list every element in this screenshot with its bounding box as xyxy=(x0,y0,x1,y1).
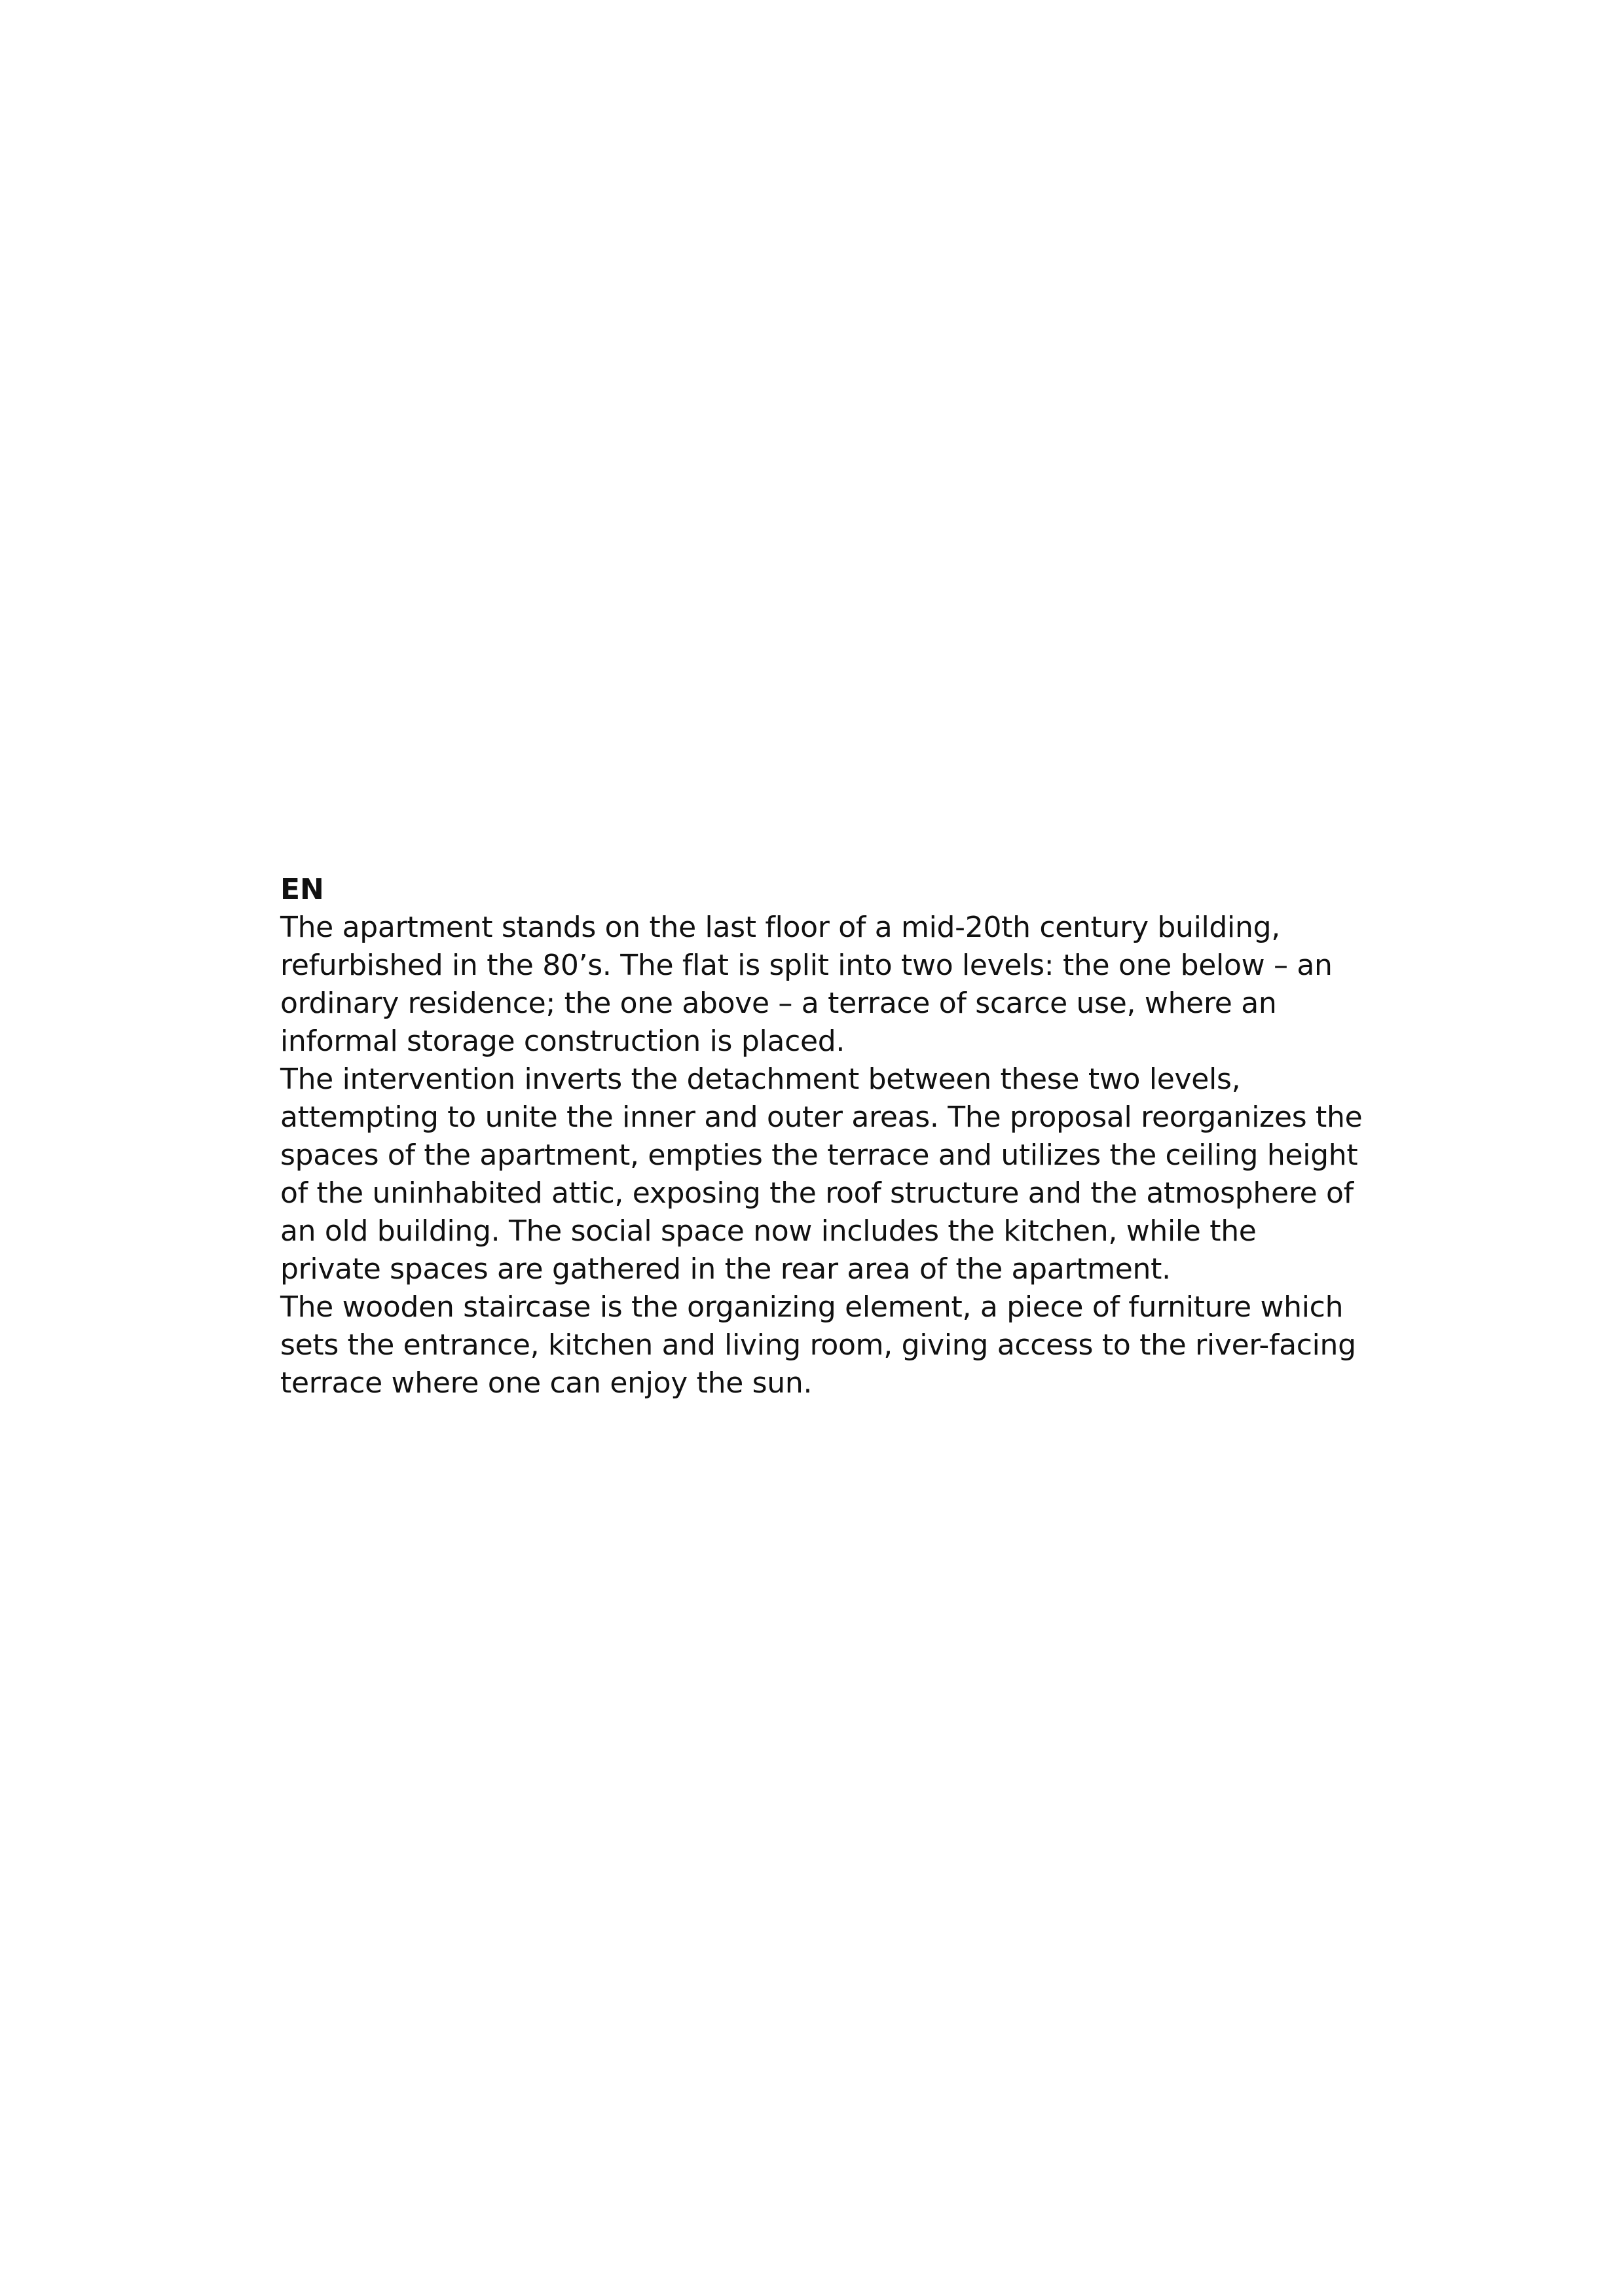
paragraph-line: sets the entrance, kitchen and living room, giving access to the river-facing xyxy=(280,1328,1356,1362)
paragraph-1 xyxy=(280,909,1354,1061)
text-block xyxy=(280,871,1363,1402)
paragraph-line: informal storage construction is placed. xyxy=(280,1025,845,1058)
paragraph-line: The wooden staircase is the organizing element, a piece of furniture which xyxy=(280,1290,1344,1324)
paragraph-line: ordinary residence; the one above – a terrace of scarce use, where an xyxy=(280,987,1277,1020)
paragraph-line: spaces of the apartment, empties the terrace and utilizes the ceiling height xyxy=(280,1139,1358,1172)
paragraph-line: terrace where one can enjoy the sun. xyxy=(280,1366,813,1400)
paragraph-line: an old building. The social space now includes the kitchen, while the xyxy=(280,1214,1257,1248)
paragraph-line: private spaces are gathered in the rear area of the apartment. xyxy=(280,1252,1171,1286)
language-heading: EN xyxy=(280,873,324,906)
paragraph-line: of the uninhabited attic, exposing the roof structure and the atmosphere of xyxy=(280,1176,1354,1210)
paragraph-line: attempting to unite the inner and outer areas. The proposal reorganizes the xyxy=(280,1101,1363,1134)
paragraph-3 xyxy=(280,1288,1354,1402)
paragraph-2 xyxy=(280,1061,1363,1288)
paragraph-line: refurbished in the 80’s. The flat is split into two levels: the one below – an xyxy=(280,949,1333,982)
paragraph-line: The intervention inverts the detachment between these two levels, xyxy=(280,1063,1241,1096)
paragraph-line: The apartment stands on the last floor of a mid-20th century building, xyxy=(280,911,1280,944)
